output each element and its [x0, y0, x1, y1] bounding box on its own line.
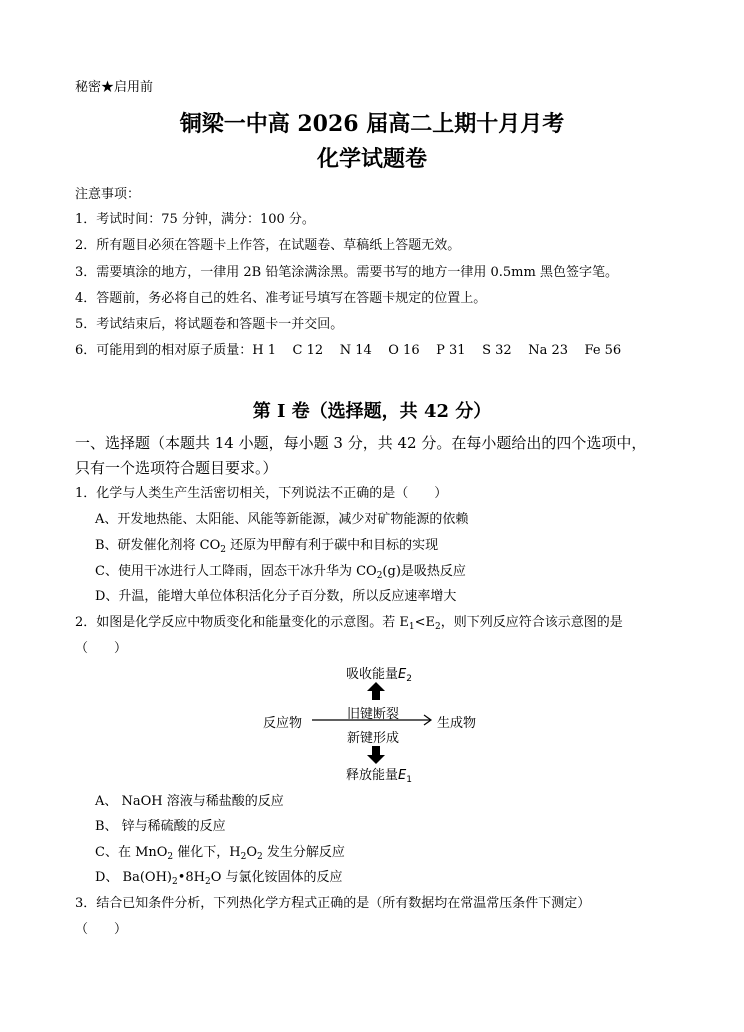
notes-heading: 注意事项： — [75, 187, 141, 202]
question-1-option-c: C、使用干冰进行人工降雨，固态干冰升华为 $CO_2(g)$是吸热反应 — [95, 564, 466, 581]
down-arrow-icon — [366, 745, 386, 765]
exam-title: 铜梁一中高 2026 届高二上期十月月考 — [179, 111, 565, 137]
question-1-stem: 1．化学与人类生产生活密切相关，下列说法不正确的是（ ） — [75, 486, 448, 501]
note-item: 2．所有题目必须在答题卡上作答，在试题卷、草稿纸上答题无效。 — [75, 238, 461, 253]
exam-subtitle: 化学试题卷 — [316, 146, 427, 172]
note-item: 4．答题前，务必将自己的姓名、准考证号填写在答题卡规定的位置上。 — [75, 291, 487, 306]
diagram-bond-breaking: 旧键断裂 — [347, 707, 400, 722]
section-description: 一、选择题（本题共 14 小题，每小题 3 分，共 42 分。在每小题给出的四个选项中， — [75, 434, 647, 452]
question-2-option-c: C、在 MnO$_2$ 催化下，$H_2O_2$ 发生分解反应 — [95, 845, 345, 862]
note-item: 6．可能用到的相对原子质量：H 1 C 12 N 14 O 16 P 31 S 32 Na 23 Fe 56 — [75, 343, 622, 358]
up-arrow-icon — [366, 681, 386, 701]
section-title: 第 I 卷（选择题，共 42 分） — [252, 401, 492, 422]
question-1-option-d: D、升温，能增大单位体积活化分子百分数，所以反应速率增大 — [95, 589, 457, 604]
question-3-stem: 3．结合已知条件分析，下列热化学方程式正确的是（所有数据均在常温常压条件下测定） — [75, 896, 591, 911]
question-3-answer-paren: （ ） — [75, 922, 128, 937]
diagram-reactant: 反应物 — [263, 716, 303, 731]
note-item: 3．需要填涂的地方，一律用 2B 铅笔涂满涂黑。需要书写的地方一律用 0.5mm 黑色签字笔。 — [75, 265, 618, 280]
diagram-absorb-energy: 吸收能量$E_2$ — [346, 667, 412, 684]
question-2-option-a: A、 NaOH 溶液与稀盐酸的反应 — [95, 794, 284, 809]
question-2-stem: 2．如图是化学反应中物质变化和能量变化的示意图。若 $E_1<E_2$，则下列反应符合该示意图的是 — [75, 615, 623, 632]
question-2-answer-paren: （ ） — [75, 641, 128, 656]
confidential-label: 秘密★启用前 — [75, 80, 154, 95]
question-2-option-b: B、 锌与稀硫酸的反应 — [95, 819, 226, 834]
note-item: 5．考试结束后，将试题卷和答题卡一并交回。 — [75, 317, 344, 332]
question-1-option-b: B、研发催化剂将 $CO_2$ 还原为甲醇有利于碳中和目标的实现 — [95, 538, 439, 555]
diagram-bond-forming: 新键形成 — [347, 731, 400, 746]
diagram-product: 生成物 — [437, 716, 477, 731]
right-arrow-icon — [312, 714, 436, 726]
section-description-cont: 只有一个选项符合题目要求。） — [75, 459, 278, 477]
diagram-release-energy: 释放能量$E_1$ — [346, 768, 412, 785]
question-2-option-d: D、 $Ba(OH)_2•8H_2O$ 与氯化铵固体的反应 — [95, 870, 343, 887]
question-1-option-a: A、开发地热能、太阳能、风能等新能源，减少对矿物能源的依赖 — [95, 512, 469, 527]
note-item: 1．考试时间：75 分钟，满分：100 分。 — [75, 212, 315, 227]
